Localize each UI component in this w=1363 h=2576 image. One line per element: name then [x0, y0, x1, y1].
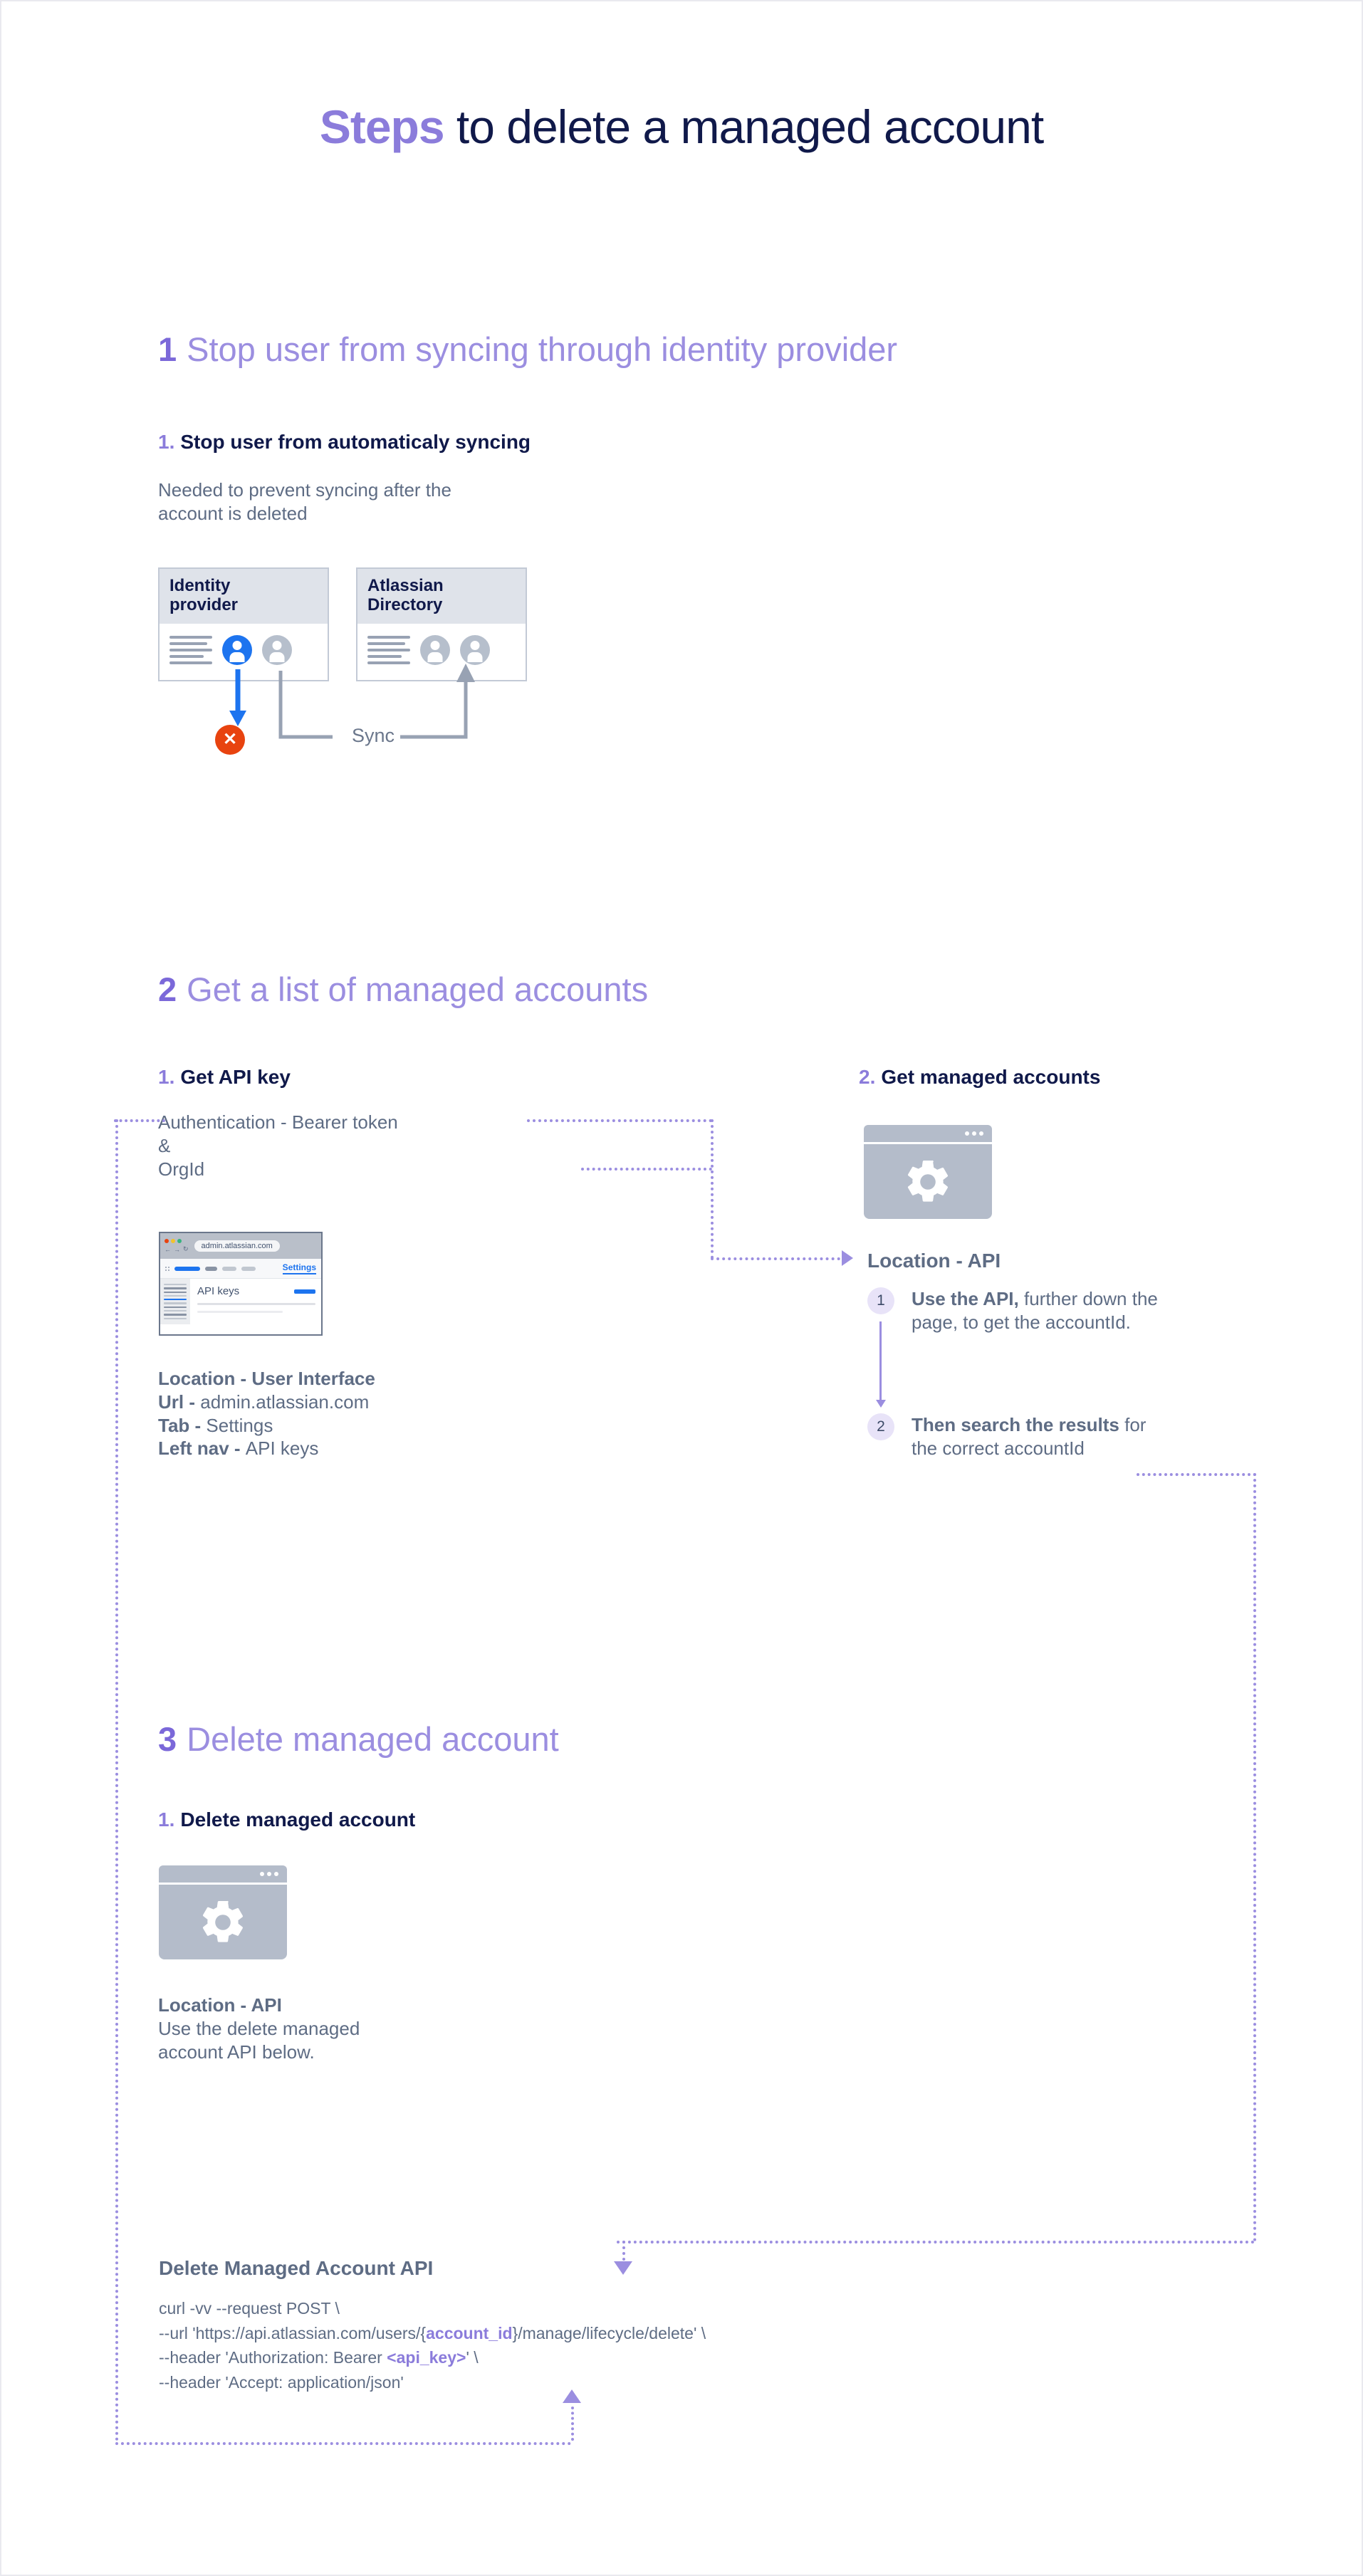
section-heading-1 [158, 330, 897, 369]
section-heading-3 [158, 1719, 559, 1759]
substep-2-2-number: 2. [859, 1066, 876, 1088]
app-switcher-icon[interactable] [165, 1267, 169, 1271]
page-title-accent: Steps [319, 100, 444, 153]
create-key-button[interactable] [294, 1289, 315, 1294]
location-row-leftnav-val: API keys [245, 1438, 319, 1460]
location-row-url-key: Url - [158, 1391, 201, 1413]
arrow-into-location-api-icon [842, 1250, 853, 1266]
substep-1-1-heading [158, 431, 531, 454]
api-step-1-text [912, 1287, 1310, 1334]
auth-line-3: OrgId [158, 1158, 205, 1180]
section-title-2: Get a list of managed accounts [187, 970, 649, 1008]
ordered-badge-2: 2 [867, 1413, 894, 1440]
browser-nav-icons [164, 1245, 189, 1253]
api-settings-window-icon [864, 1125, 992, 1219]
dotted-connector-auth-to-api [527, 1119, 712, 1122]
code-line-3a: --header 'Authorization: Bearer [159, 2348, 387, 2367]
api-steps-connector-arrow [879, 1321, 882, 1401]
api-step-1-rest: further down the [1018, 1288, 1158, 1309]
code-line-1: curl -vv --request POST \ [159, 2299, 340, 2318]
api-keys-title: API keys [197, 1285, 240, 1297]
code-line-2 [159, 2321, 706, 2346]
atlassian-directory-title [357, 569, 526, 624]
dotted-connector-right-to-code [617, 2241, 1255, 2243]
window-controls-icon [164, 1239, 189, 1243]
arrow-to-account-id-token-icon [614, 2261, 632, 2275]
left-nav [160, 1279, 190, 1324]
section-title-1: Stop user from syncing through identity provider [187, 330, 898, 368]
code-line-3c: ' \ [466, 2348, 479, 2367]
location-ui-title: Location - User Interface [158, 1368, 375, 1389]
location-api-title-step2: Location - API [867, 1250, 1001, 1272]
location-row-leftnav [158, 1437, 375, 1460]
api-step-1-bold: Use the API, [912, 1288, 1019, 1309]
gear-icon [197, 1897, 249, 1948]
window-body-icon [159, 1885, 287, 1959]
page-title-rest: to delete a managed account [444, 100, 1044, 153]
curl-code-block [159, 2296, 706, 2394]
delete-api-window-icon [159, 1865, 287, 1959]
substep-2-1-label: Get API key [180, 1066, 291, 1088]
identity-provider-title [160, 569, 328, 624]
arrow-to-api-key-token-icon [563, 2389, 581, 2403]
code-line-3 [159, 2345, 706, 2370]
ordered-badge-1: 1 [867, 1287, 894, 1314]
location-row-url-val: admin.atlassian.com [200, 1391, 370, 1413]
dotted-connector-to-api-key-token [571, 2407, 574, 2441]
window-body-icon [864, 1144, 992, 1219]
code-token-api-key: <api_key> [387, 2348, 466, 2367]
window-titlebar-icon [864, 1125, 992, 1142]
api-step-1-line2: page, to get the accountId. [912, 1311, 1131, 1333]
sync-label: Sync [352, 725, 395, 746]
substep-3-1-heading [158, 1808, 415, 1831]
dotted-connector-auth-left [114, 1119, 165, 1122]
atlassian-directory-title-line2: Directory [367, 595, 443, 615]
tab-settings[interactable]: Settings [283, 1262, 316, 1274]
forward-icon[interactable]: → [174, 1245, 180, 1253]
dotted-connector-accountid [1137, 1473, 1256, 1476]
section-title-3: Delete managed account [187, 1720, 559, 1758]
page-title [0, 100, 1363, 154]
api-keys-title-row [197, 1285, 315, 1297]
substep-2-2-heading [859, 1066, 1100, 1089]
sync-connector-graphic [158, 655, 557, 769]
atlassian-directory-title-line1: Atlassian [367, 576, 444, 595]
location-api-desc-line2: account API below. [158, 2041, 315, 2063]
code-token-account-id: account_id [426, 2323, 513, 2342]
location-row-leftnav-key: Left nav - [158, 1438, 246, 1460]
location-row-tab-val: Settings [206, 1414, 273, 1436]
api-step-2-rest: for [1119, 1414, 1147, 1435]
location-api-desc-line1: Use the delete managed [158, 2017, 360, 2039]
api-step-2-line2: the correct accountId [912, 1437, 1085, 1459]
substep-1-1-description [158, 478, 600, 525]
dotted-connector-left-rail [115, 1119, 118, 2442]
auth-requirements [158, 1111, 398, 1180]
location-api-title-step3: Location - API [158, 1994, 282, 2016]
section-number-2: 2 [158, 970, 177, 1008]
browser-content [160, 1279, 321, 1324]
stop-sync-x-icon: ✕ [215, 725, 245, 755]
code-line-2a: --url 'https://api.atlassian.com/users/{ [159, 2323, 427, 2342]
tab-placeholder-active[interactable] [174, 1267, 200, 1271]
section-heading-2 [158, 970, 648, 1009]
substep-3-1-label: Delete managed account [180, 1808, 416, 1831]
admin-console-browser-mock [159, 1232, 323, 1336]
dotted-connector-bottom-left [115, 2442, 571, 2445]
location-row-tab [158, 1414, 375, 1438]
substep-3-1-number: 1. [158, 1808, 175, 1831]
location-ui-block [158, 1367, 375, 1460]
dotted-connector-into-location-api [711, 1257, 846, 1260]
identity-provider-title-line2: provider [169, 595, 239, 615]
identity-provider-title-line1: Identity [169, 576, 231, 595]
window-titlebar-icon [159, 1865, 287, 1883]
tab-placeholder[interactable] [222, 1267, 236, 1271]
description-line-1: Needed to prevent syncing after the [158, 479, 451, 501]
content-placeholder-line [197, 1311, 283, 1313]
dotted-connector-auth-down [711, 1119, 714, 1259]
reload-icon[interactable]: ↻ [183, 1245, 189, 1252]
dotted-connector-right-rail [1253, 1473, 1256, 2242]
api-step-2-text [912, 1413, 1310, 1460]
content-placeholder-line [197, 1303, 315, 1305]
substep-2-1-heading [158, 1066, 291, 1089]
auth-line-1: Authentication - Bearer token [158, 1111, 398, 1133]
location-api-block-step3 [158, 1994, 360, 2063]
api-step-2-bold: Then search the results [912, 1414, 1119, 1435]
section-number-1: 1 [158, 330, 177, 368]
gear-icon [902, 1156, 954, 1208]
dotted-connector-to-accountid-token [622, 2241, 625, 2261]
auth-line-2: & [158, 1134, 171, 1156]
browser-chrome [160, 1233, 321, 1259]
delete-api-title: Delete Managed Account API [159, 2257, 434, 2279]
code-line-4: --header 'Accept: application/json' [159, 2372, 404, 2392]
substep-2-1-number: 1. [158, 1066, 175, 1088]
back-icon[interactable]: ← [164, 1245, 171, 1253]
tab-placeholder[interactable] [241, 1267, 256, 1271]
substep-1-1-number: 1. [158, 431, 175, 453]
location-row-tab-key: Tab - [158, 1414, 207, 1436]
admin-tabs-row [160, 1259, 321, 1279]
substep-2-2-label: Get managed accounts [881, 1066, 1101, 1088]
dotted-connector-orgid [581, 1168, 712, 1171]
description-line-2: account is deleted [158, 502, 308, 524]
tab-placeholder[interactable] [205, 1267, 217, 1271]
location-row-url [158, 1391, 375, 1414]
url-bar[interactable]: admin.atlassian.com [194, 1240, 280, 1252]
api-keys-pane [190, 1279, 321, 1324]
section-number-3: 3 [158, 1720, 177, 1758]
substep-1-1-label: Stop user from automaticaly syncing [180, 431, 531, 453]
code-line-2c: }/manage/lifecycle/delete' \ [512, 2323, 706, 2342]
